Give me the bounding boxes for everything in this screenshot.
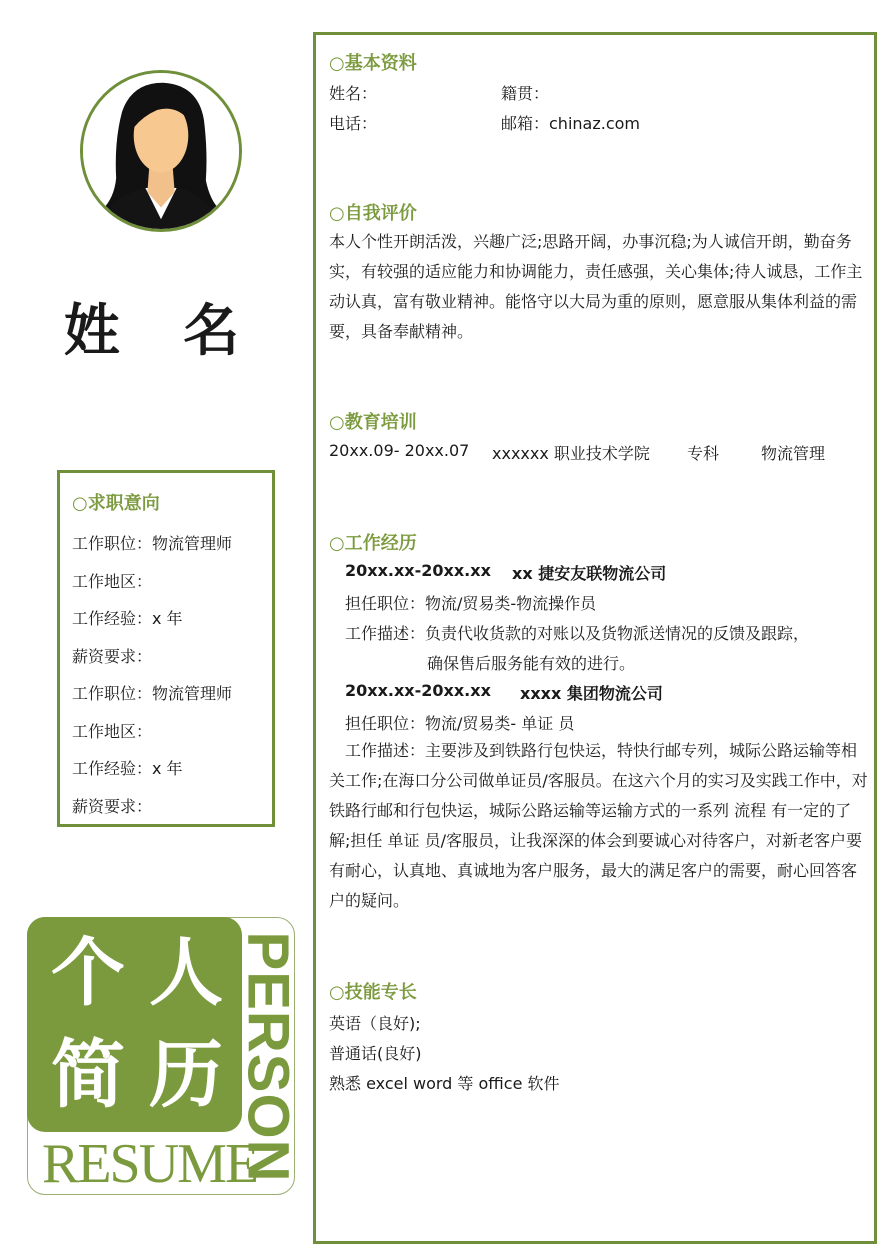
phone-label: 电话： — [329, 114, 378, 133]
candidate-name-heading: 姓 名 — [63, 299, 262, 364]
intent-row: 薪资要求： — [72, 646, 153, 666]
logo-person-label: PERSON — [235, 931, 301, 1183]
intent-row: 薪资要求： — [72, 796, 153, 816]
intent-row: 工作地区： — [72, 721, 153, 741]
job2-position: 担任职位：物流/贸易类- 单证 员 — [345, 714, 575, 733]
job2-desc: 工作描述：主要涉及到铁路行包快运，特快行邮专列，城际公路运输等相关工作;在海口分公司做单证员/客服员。在这六个月的实习及实践工作中，对铁路行邮和行包快运，城际公路运输等运输方式的一系列 流程 有一定的了解;担任 单证 员/客服员，让我深深的体会到要诚心对待客户，对新老客户要有耐心，认真地、真诚地为客户服务，最大的满足客户的需要，耐心回答客户的疑问。 — [329, 741, 868, 910]
education-major: 物流管理 — [761, 444, 826, 463]
section-title-education: ○教育培训 — [329, 412, 417, 433]
job1-company: xx 捷安友联物流公司 — [512, 564, 667, 583]
logo-char: 简 — [51, 1032, 125, 1118]
job1-desc-line1: 工作描述：负责代收货款的对账以及货物派送情况的反馈及跟踪， — [345, 624, 810, 643]
skill-item: 普通话(良好) — [329, 1044, 422, 1063]
job1-period: 20xx.xx-20xx.xx — [345, 561, 491, 580]
profile-photo — [80, 70, 242, 232]
resume-main-panel — [313, 32, 877, 1244]
section-title-basic: ○基本资料 — [329, 53, 417, 74]
intent-row: 工作经验：x 年 — [72, 609, 183, 628]
origin-label: 籍贯： — [501, 84, 550, 103]
intent-row: 工作地区： — [72, 571, 153, 591]
section-title-skills: ○技能专长 — [329, 982, 417, 1003]
logo-green-block — [27, 917, 242, 1132]
education-school: xxxxxx 职业技术学院 — [492, 444, 650, 463]
intent-row: 工作职位：物流管理师 — [72, 684, 233, 703]
section-title-self-eval: ○自我评价 — [329, 203, 417, 224]
job-intent-box — [57, 470, 275, 827]
job1-position: 担任职位：物流/贸易类-物流操作员 — [345, 594, 597, 613]
resume-logo — [27, 917, 301, 1195]
self-eval-text: 本人个性开朗活泼，兴趣广泛;思路开阔，办事沉稳;为人诚信开朗，勤奋务实，有较强的适应能力和协调能力，责任感强，关心集体;待人诚恳，工作主动认真，富有敬业精神。能恪守以大局为重的原则，愿意服从集体利益的需要，具备奉献精神。 — [329, 232, 863, 341]
logo-char: 历 — [149, 1032, 223, 1118]
education-period: 20xx.09- 20xx.07 — [329, 441, 470, 460]
email-label: 邮箱：chinaz.com — [501, 114, 640, 133]
skill-item: 英语（良好); — [329, 1014, 421, 1033]
job2-company: xxxx 集团物流公司 — [520, 684, 663, 703]
name-label: 姓名： — [329, 84, 378, 103]
female-avatar-icon — [83, 73, 239, 229]
section-title-work: ○工作经历 — [329, 533, 417, 554]
logo-char: 人 — [149, 930, 223, 1016]
intent-row: 工作职位：物流管理师 — [72, 534, 233, 553]
skill-item: 熟悉 excel word 等 office 软件 — [329, 1074, 560, 1093]
job2-period: 20xx.xx-20xx.xx — [345, 681, 491, 700]
education-degree: 专科 — [687, 444, 720, 463]
job-intent-title: ○求职意向 — [72, 493, 160, 514]
logo-char: 个 — [51, 930, 125, 1016]
job1-desc-line2: 确保售后服务能有效的进行。 — [427, 654, 636, 673]
logo-resume-text: RESUME — [42, 1133, 258, 1195]
intent-row: 工作经验：x 年 — [72, 759, 183, 778]
